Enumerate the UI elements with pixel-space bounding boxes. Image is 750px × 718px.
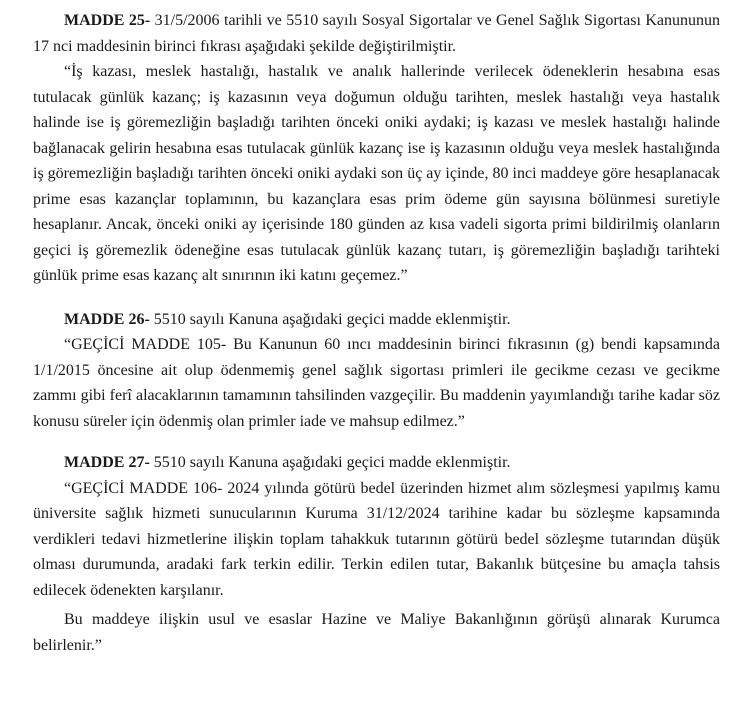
article-27-intro bbox=[33, 450, 720, 476]
article-27-body-paragraph: “GEÇİCİ MADDE 106- 2024 yılında götürü bedel üzerinden hizmet alım sözleşmesi yapılmış kamu üniversite sağlık hizmeti sunucularının Kuruma 31/12/2024 tarihine kadar bu sözleşme kapsamında verdikleri tedavi hizmetlerine ilişkin toplam tahakkuk tutarının götürü bedel sözleşme tutarından düşük olması durumunda, aradaki fark terkin edilir. Terkin edilen tutar, Bakanlık bütçesine bu amaçla tahsis edilecek ödenekten karşılanır. bbox=[33, 479, 720, 599]
article-25-heading: MADDE 25- bbox=[64, 12, 151, 29]
article-26 bbox=[33, 307, 720, 435]
article-27-body-paragraph-2: Bu maddeye ilişkin usul ve esaslar Hazine ve Maliye Bakanlığının görüşü alınarak Kurumca belirlenir.” bbox=[33, 611, 720, 654]
article-25-intro bbox=[33, 8, 720, 59]
article-27 bbox=[33, 450, 720, 658]
article-25-body-paragraph: “İş kazası, meslek hastalığı, hastalık ve analık hallerinde verilecek ödeneklerin hesabına esas tutulacak günlük kazanç; iş kazasının veya doğumun olduğu tarihten, meslek hastalığı veya hastalık halinde ise iş göremezliğin başladığı tarihten önceki oniki aydaki; iş kazası ve meslek hastalığı halinde bağlanacak gelirin hesabına esas tutulacak günlük kazanç ise iş kazasının olduğu veya meslek hastalığında iş göremezliğin başladığı tarihten önceki oniki aydaki son üç ay içinde, 80 inci maddeye göre hesaplanacak prime esas kazançlar toplamının, bu kazançlara esas prim ödeme gün sayısına bölünmesi suretiyle hesaplanır. Ancak, önceki oniki ay içerisinde 180 günden az kısa vadeli sigorta primi bildirilmiş olanların geçici iş göremezlik ödeneğine esas tutulacak günlük kazanç tutarı, iş göremezliğin başladığı tarihteki günlük prime esas kazanç alt sınırının iki katını geçemez.” bbox=[33, 63, 720, 284]
article-26-intro bbox=[33, 307, 720, 333]
article-27-intro-text: 5510 sayılı Kanuna aşağıdaki geçici madde eklenmiştir. bbox=[149, 454, 511, 471]
article-26-heading: MADDE 26- bbox=[64, 310, 150, 328]
article-26-body-paragraph: “GEÇİCİ MADDE 105- Bu Kanunun 60 ıncı maddesinin birinci fıkrasının (g) bendi kapsamında 1/1/2015 öncesine ait olup ödenmemiş genel sağlık sigortası primleri ile gecikme cezası ve gecikme zammı gibi ferî alacaklarının tamamının tahsilinden vazgeçilir. Bu maddenin yayımlandığı tarihe kadar söz konusu süreler için ödenmiş olan primler iade ve mahsup edilmez.” bbox=[33, 336, 720, 430]
article-25-intro-text: 31/5/2006 tarihli ve 5510 sayılı Sosyal Sigortalar ve Genel Sağlık Sigortası Kanununun 17 nci maddesinin birinci fıkrası aşağıdaki şekilde değiştirilmiştir. bbox=[33, 12, 721, 55]
article-25 bbox=[33, 8, 720, 289]
article-26-intro-text: 5510 sayılı Kanuna aşağıdaki geçici madde eklenmiştir. bbox=[149, 310, 511, 328]
article-27-heading: MADDE 27- bbox=[64, 454, 150, 471]
